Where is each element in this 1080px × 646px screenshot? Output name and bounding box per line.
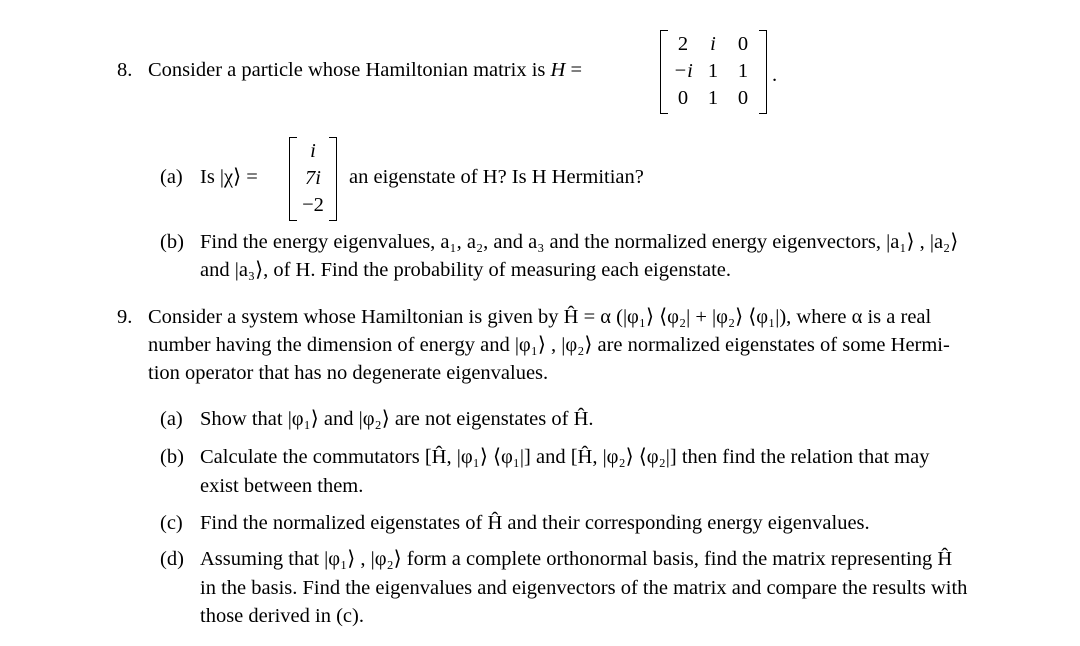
- q8-number: 8.: [117, 59, 133, 81]
- matrix-cell: 2: [677, 33, 689, 55]
- matrix-cell: −i: [673, 60, 693, 82]
- q8a-prefix: Is |χ⟩ =: [200, 166, 258, 188]
- q9-number: 9.: [117, 306, 133, 328]
- q9c-label: (c): [160, 512, 183, 534]
- vector-right-bracket: [329, 137, 337, 221]
- matrix-right-bracket: [759, 30, 767, 114]
- matrix-cell: 0: [677, 87, 689, 109]
- matrix-left-bracket: [660, 30, 668, 114]
- q8-period: .: [772, 64, 778, 86]
- matrix-cell: 1: [707, 60, 719, 82]
- q9-line3: tion operator that has no degenerate eigenvalues.: [148, 362, 549, 384]
- q9a-text: Show that |φ₁⟩ and |φ₂⟩ are not eigenstates of Ĥ.: [200, 408, 594, 430]
- q8b-line1: Find the energy eigenvalues, a₁, a₂, and a₃ and the normalized energy eigenvectors, |a₁⟩ , |a₂⟩: [200, 231, 959, 253]
- q9c-text: Find the normalized eigenstates of Ĥ and their corresponding energy eigenvalues.: [200, 512, 870, 534]
- q9d-line3: those derived in (c).: [200, 605, 364, 627]
- matrix-cell: 0: [737, 33, 749, 55]
- q8-intro: Consider a particle whose Hamiltonian matrix is H =: [148, 59, 583, 81]
- q8b-label: (b): [160, 231, 184, 253]
- q9b-line2: exist between them.: [200, 475, 364, 497]
- matrix-cell: i: [710, 33, 716, 55]
- vector-cell: −2: [302, 194, 324, 216]
- q9-line1: Consider a system whose Hamiltonian is given by Ĥ = α (|φ₁⟩ ⟨φ₂| + |φ₂⟩ ⟨φ₁|), where α is a real: [148, 306, 932, 328]
- q9d-line2: in the basis. Find the eigenvalues and eigenvectors of the matrix and compare the results with: [200, 577, 968, 599]
- matrix-cell: 0: [737, 87, 749, 109]
- matrix-cell: 1: [737, 60, 749, 82]
- q8a-label: (a): [160, 166, 183, 188]
- q9d-label: (d): [160, 548, 184, 570]
- q8b-line2: and |a₃⟩, of H. Find the probability of measuring each eigenstate.: [200, 259, 732, 281]
- q9b-line1: Calculate the commutators [Ĥ, |φ₁⟩ ⟨φ₁|] and [Ĥ, |φ₂⟩ ⟨φ₂|] then find the relation that may: [200, 446, 930, 468]
- q9b-label: (b): [160, 446, 184, 468]
- q9a-label: (a): [160, 408, 183, 430]
- matrix-cell: 1: [707, 87, 719, 109]
- vector-cell: 7i: [305, 167, 321, 189]
- q9-line2: number having the dimension of energy and |φ₁⟩ , |φ₂⟩ are normalized eigenstates of some Hermi-: [148, 334, 950, 356]
- vector-cell: i: [310, 140, 316, 162]
- q8a-text: an eigenstate of H? Is H Hermitian?: [349, 166, 644, 188]
- q9d-line1: Assuming that |φ₁⟩ , |φ₂⟩ form a complete orthonormal basis, find the matrix representing Ĥ: [200, 548, 953, 570]
